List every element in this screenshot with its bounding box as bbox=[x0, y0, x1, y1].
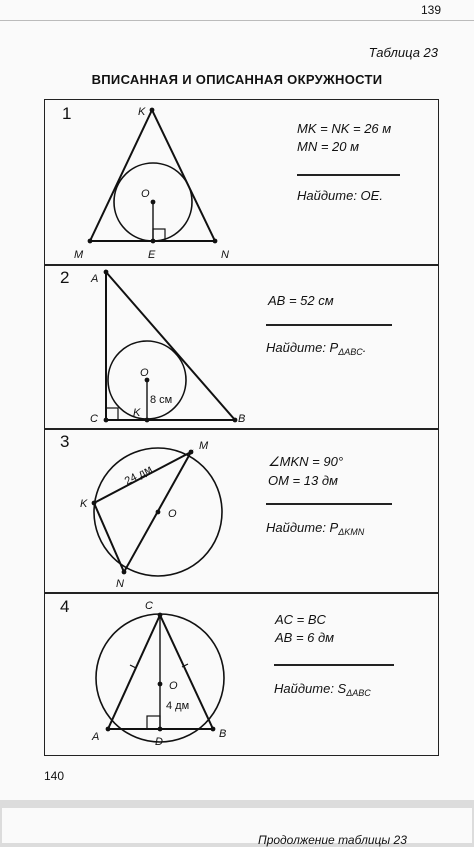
continuation-label: Продолжение таблицы 23 bbox=[258, 833, 407, 847]
right-angle-mark bbox=[147, 716, 160, 729]
label-segment: 8 см bbox=[150, 394, 173, 406]
label-m: M bbox=[199, 440, 209, 452]
page-number-bottom: 140 bbox=[44, 769, 65, 783]
label-n: N bbox=[116, 578, 124, 590]
problem-1-number: 1 bbox=[62, 104, 72, 123]
right-angle-mark bbox=[106, 408, 118, 420]
given-line: MK = NK = 26 м bbox=[297, 121, 392, 136]
problem-4-number: 4 bbox=[60, 597, 70, 616]
problem-2-find: Найдите: $P_{\Delta ABC}$. bbox=[266, 340, 367, 357]
label-d: D bbox=[155, 736, 163, 748]
label-o: O bbox=[141, 188, 150, 200]
label-m: M bbox=[74, 249, 84, 261]
figure-1-isosceles-incircle bbox=[90, 110, 215, 241]
label-b: B bbox=[238, 413, 246, 425]
problem-1-find: Найдите: OE. bbox=[297, 188, 383, 203]
label-c: C bbox=[145, 600, 153, 612]
page-number-top: 139 bbox=[420, 3, 441, 17]
given-line: AC = BC bbox=[275, 612, 326, 627]
label-a: A bbox=[92, 731, 100, 743]
problem-3-number: 3 bbox=[60, 432, 70, 451]
problem-4-find: Найдите: $S_{\Delta ABC}$ bbox=[274, 681, 371, 698]
label-o: O bbox=[169, 680, 178, 692]
label-segment: 4 дм bbox=[166, 700, 190, 712]
figure-4-isosceles-circumcircle bbox=[96, 614, 227, 742]
label-k: K bbox=[133, 407, 141, 419]
given-line: AB = 6 дм bbox=[275, 630, 335, 645]
label-e: E bbox=[148, 249, 156, 261]
label-segment: 24 дм bbox=[122, 463, 155, 488]
label-a: A bbox=[91, 273, 99, 285]
label-n: N bbox=[221, 249, 229, 261]
label-b: B bbox=[219, 728, 227, 740]
label-c: C bbox=[90, 413, 98, 425]
problem-2-number: 2 bbox=[60, 268, 70, 287]
label-o: O bbox=[140, 367, 149, 379]
given-line: ∠MKN = 90° bbox=[268, 454, 344, 469]
label-k: K bbox=[138, 106, 146, 118]
label-o: O bbox=[168, 508, 177, 520]
given-line: MN = 20 м bbox=[297, 139, 360, 154]
equal-tick bbox=[130, 665, 136, 668]
page-title: ВПИСАННАЯ И ОПИСАННАЯ ОКРУЖНОСТИ bbox=[91, 72, 383, 87]
given-line: OM = 13 дм bbox=[268, 473, 338, 488]
problem-3-find: Найдите: $P_{\Delta KMN}$ bbox=[266, 520, 365, 537]
label-k: K bbox=[80, 498, 88, 510]
given-line: AB = 52 см bbox=[268, 293, 334, 308]
table-label: Таблица 23 bbox=[368, 45, 438, 60]
